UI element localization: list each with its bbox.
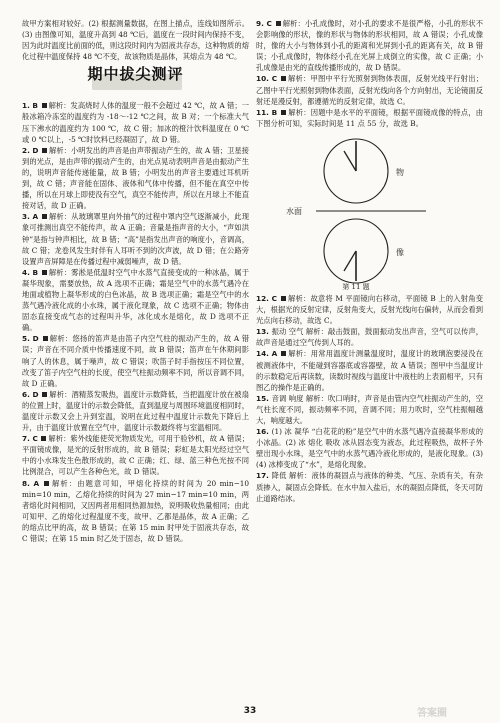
intro-paragraph: 故甲方案相对较好。(2) 根据测量数据，在图上描点，连线如图所示。(3) 由图像可知，温度升高到 48 ℃后，温度在一段时间内保持不变，因为此时温度比前面的低，则这段时间内为固液共存态，这种物质的熔化过程中温度保持 48 ℃不变，故该物质是晶体，其熔点为 48 ℃。	[22, 19, 249, 62]
answer-letter: D	[32, 389, 42, 399]
question-item	[256, 326, 483, 348]
question-number: 4.	[22, 267, 33, 277]
question-item	[256, 393, 483, 426]
question-number: 11.	[256, 107, 272, 117]
label-object: 物	[396, 167, 404, 177]
question-number: 7.	[22, 434, 33, 444]
question-item	[22, 211, 249, 266]
answer-letter: C	[271, 293, 280, 303]
figure-clock-reflection	[256, 131, 483, 291]
answer-letter: D	[32, 145, 42, 155]
left-column	[22, 18, 249, 544]
question-number: 10.	[256, 74, 272, 84]
watermark-text: 答案圈	[417, 708, 447, 719]
question-item	[22, 267, 249, 334]
question-item	[22, 145, 249, 212]
question-text: 解析：小明发出的声音是由声带振动产生的，故 A 错；卫星接到的光点，是由声带的振动产生的，由光点晃动表明声音是由振动产生的，说明声音能传递能量，故 B 错；小明发出的声音主要通过耳机听到，故 C 错；声音能在固体、液体和气体中传播，但不能在真空中传播，所以在月球上即使没有空气，真空不能传声，所以在月球上不能直接对话，故 D 正确。	[22, 145, 249, 211]
question-number: 13.	[256, 327, 272, 337]
answer-letter: B	[271, 107, 280, 117]
answer-square-icon	[281, 351, 286, 356]
answer-letter: D	[32, 334, 42, 344]
question-number: 12.	[256, 293, 272, 303]
question-text: 降低 解析：液体的凝固点与液体的种类、气压、杂质有关，有杂质掺入，凝固点会降低。在水中加入盐后，水的凝固点降低，冬天可防止道路结冰。	[256, 471, 483, 503]
question-item	[256, 73, 483, 106]
question-text: 解析：雾淞是低温时空气中水蒸气直接变成的一种冰晶，属于凝华现象，需要放热，故 A 选项不正确；霜是空气中的水蒸气遇冷在地面或植物上凝华形成的白色冰晶，故 B 选项正确；霜是空气中的水蒸气遇冷液化成的小水珠，属于液化现象，故 C 选项不正确；物体由固态直接变成气态的过程叫升华，冰化成水是熔化，故 D 选项不正确。	[22, 267, 250, 333]
question-text: 音调 响度 解析：吹口哨时，声音是由管内空气柱振动产生的，空气柱长度不同，振动频率不同，音调不同；用力吹时，空气柱振幅越大，响度越大。	[256, 393, 484, 425]
answer-square-icon	[281, 76, 286, 81]
question-item	[256, 470, 483, 503]
label-water: 水面	[286, 206, 302, 216]
question-text: 解析：发高烧时人体的温度一般不会超过 42 ℃，故 A 错；一般冰箱冷冻室的温度约为 -18～-12 ℃之间，故 B 对；一个标准大气压下沸水的温度约为 100 ℃，故 C 错；加冰的橙汁饮料温度在 0 ℃或 0 ℃以上，-5 ℃时饮料已经凝固了，故 D 错。	[22, 101, 249, 144]
answer-square-icon	[42, 392, 47, 397]
answer-square-icon	[42, 148, 47, 153]
answer-square-icon	[276, 21, 281, 26]
question-item	[256, 18, 483, 73]
page-number: 33	[243, 706, 257, 716]
left-question-list	[22, 100, 249, 544]
answer-letter: C	[266, 19, 275, 28]
question-text: 解析：酒精蒸发吸热，温度计示数降低，当把温度计放在被扇的位置上时，温度计的示数会降低，直到温度与周围环境温度相同时，温度计示数又会上升到室温，说明在此过程中温度计示数先下降后上升，由于温度计放置在空气中，温度计示数最终将与室温相同。	[22, 389, 249, 433]
question-number: 8.	[22, 478, 34, 488]
label-image: 像	[396, 247, 404, 257]
question-text: 解析：甲图中平行光照射到物体表面，反射光线平行射出；乙图中平行光照射到物体表面，反射光线向各个方向射出，无论镜面反射还是漫反射，都遵循光的反射定律，故选 C。	[256, 74, 483, 106]
question-item	[256, 426, 483, 470]
question-item	[22, 333, 249, 388]
question-text: 解析：因题中是水平的平面镜，根据平面镜成像的特点，由下图分析可知，实际时间是 11 点 55 分，故选 B。	[256, 107, 483, 128]
intro-text	[22, 18, 249, 62]
right-question-list-top	[256, 18, 483, 129]
question-number: 16.	[256, 427, 272, 437]
section-banner	[22, 66, 249, 96]
question-text: 振动 空气 解析：敲击鼓面，鼓面振动发出声音，空气可以传声，故声音是通过空气传到人耳的。	[256, 327, 484, 348]
answer-letter: A	[271, 349, 281, 359]
answer-letter: B	[32, 267, 41, 277]
question-text: 解析：故意将 M 平面镜向右移动，平面镜 B 上的入射角变大，根据光的反射定律，反射角变大，反射光线向右偏转，从而会看到光点向右移动，故选 C。	[256, 293, 483, 326]
question-text: 解析：小孔成像时，对小孔的要求不是很严格，小孔的形状不会影响像的形状，像的形状与物体的形状相同，故 A 错误；小孔成像时，像的大小与物体到小孔的距离和光屏到小孔的距离有关，故 B 错误；小孔成像时，物体经小孔在光屏上成倒立的实像，故 C 正确；小孔成像是由光的直线传播形成的，故 D 错误。	[256, 19, 484, 73]
question-number: 5.	[22, 334, 33, 344]
question-item	[256, 107, 483, 129]
question-number: 3.	[22, 212, 33, 222]
question-item	[22, 389, 249, 433]
question-text: 解析：由题意可知，甲熔化持续的时间为 20 min−10 min=10 min，乙熔化持续的时间为 27 min−17 min=10 min，两者熔化时间相同，又因两者用相同热源加热，说明吸收热量相同；由此可知甲、乙的熔化过程温度不变，故甲、乙都是晶体，故 A 正确；乙的熔点比甲的高，故 B 错误；在第 15 min 时甲处于固液共存态，故 C 错误；在第 15 min 时乙处于固态，故 D 错误。	[22, 478, 249, 544]
question-number: 1.	[22, 101, 33, 111]
question-item	[256, 293, 483, 326]
answer-square-icon	[42, 214, 47, 219]
question-item	[22, 100, 249, 144]
answer-letter: B	[32, 101, 41, 111]
question-item	[256, 348, 483, 392]
answer-square-icon	[42, 270, 47, 275]
question-number: 2.	[22, 145, 33, 155]
right-column	[256, 18, 483, 504]
answer-letter: A	[33, 478, 43, 488]
question-number: 9.	[256, 19, 267, 28]
question-number: 6.	[22, 389, 33, 399]
question-text: 解析：用常用温度计测量温度时，温度计的玻璃泡要浸没在被测液体中，不能碰到容器底或容器壁，故 A 错误；图甲中当温度计的示数稳定后再读数，读数时视线与温度计中液柱的上表面相平，只有图乙的操作是正确的。	[256, 349, 483, 392]
question-item	[22, 478, 249, 545]
question-number: 15.	[256, 393, 272, 403]
question-number: 17.	[256, 471, 272, 481]
question-item	[22, 433, 249, 477]
section-title: 期中拔尖测评	[87, 65, 184, 84]
answer-square-icon	[281, 110, 286, 115]
answer-square-icon	[281, 296, 286, 301]
question-text: (1) 冰 凝华 “白花花的粉”是空气中的水蒸气遇冷直接凝华形成的小冰晶。(2) 冰 熔化 吸收 冰从固态变为液态，此过程吸热，故杯子外壁出现小水珠，是空气中的水蒸气遇冷液化形成的，是液化现象。(3)(4) 冰棒变成了“水”，是熔化现象。	[256, 427, 483, 470]
answer-square-icon	[43, 336, 48, 341]
answer-letter: A	[32, 212, 41, 222]
question-number: 14.	[256, 349, 272, 359]
watermark-logo	[417, 701, 493, 721]
figure-caption: 第 11 题	[342, 282, 370, 291]
answer-square-icon	[44, 481, 49, 486]
answer-square-icon	[41, 436, 46, 441]
question-text: 解析：悠扬的笛声是由笛子内空气柱的振动产生的，故 A 错误；声音在不同介质中传播速度不同，故 B 错误；笛声在午休期间影响了人的休息，属于噪声，故 C 错误；吹笛子时手指按压不同位置，改变了笛子内空气柱的长度，使空气柱振动频率不同，所以音调不同，故 D 正确。	[22, 334, 249, 388]
answer-square-icon	[42, 103, 47, 108]
question-text: 解析：紫外线能使荧光物质发光，可用于验钞机，故 A 错误；平面镜成像，是光的反射形成的，故 B 错误；彩虹是太阳光经过空气中的小水珠发生色散形成的，故 C 正确；红、绿、蓝三种色光按不同比例混合，可以产生各种色光，故 D 错误。	[22, 434, 249, 477]
right-question-list-bottom	[256, 293, 483, 504]
clock-diagram	[256, 131, 483, 291]
answer-letter: C	[32, 434, 41, 444]
question-text: 解析：从玻璃罩里向外抽气的过程中罩内空气逐渐减小，此现象可推测出真空不能传声，故 A 正确；音量是指声音的大小，“声如洪钟”是指与钟声相比，故 B 错；“高”是指发出声音的响度小，音调高，故 C 错；龙卷风发生时伴有人耳听不到的次声波，故 D 错；在公路旁设置声音屏障是在传播过程中减弱噪声，故 D 错。	[22, 212, 249, 266]
answer-letter: C	[271, 74, 280, 84]
